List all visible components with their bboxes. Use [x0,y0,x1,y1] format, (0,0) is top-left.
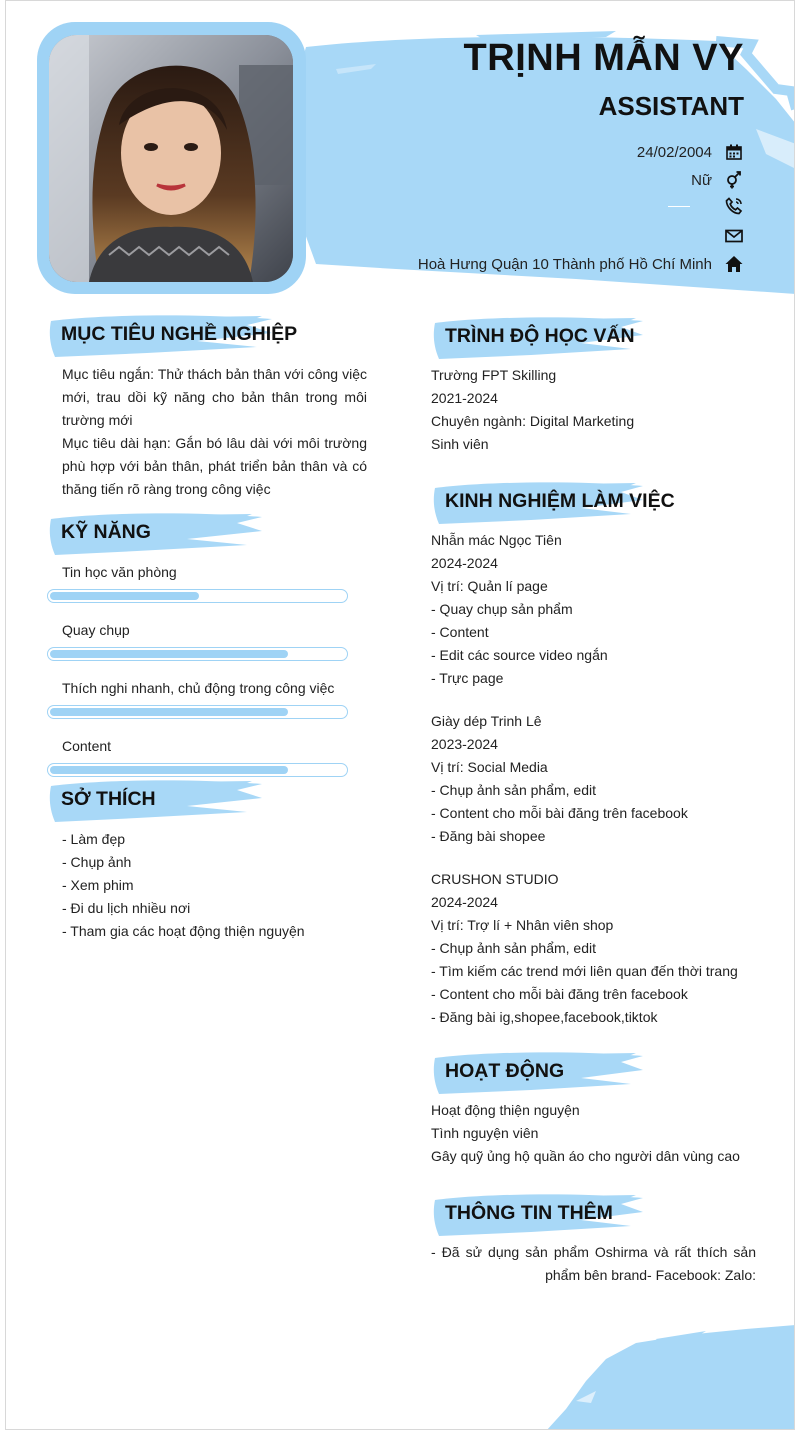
career-objective-section [47,313,367,501]
profile-photo [49,35,293,282]
section-header [431,1192,756,1238]
job-line: - Đăng bài ig,shopee,facebook,tiktok [431,1009,658,1025]
birthdate-value: 24/02/2004 [636,143,712,161]
job-line: Giày dép Trinh Lê [431,713,542,729]
skill-level-fill [50,592,199,600]
job-line: Vị trí: Quản lí page [431,578,548,594]
skill-level-bar [47,705,348,719]
objective-title: MỤC TIÊU NGHỀ NGHIỆP [61,323,298,345]
objective-body [47,363,367,501]
objective-short: Mục tiêu ngắn: Thử thách bản thân với công việc mới, trau dồi kỹ năng cho bản thân trong môi trường mới [62,366,367,428]
calendar-icon [724,142,744,162]
skill-name: Quay chụp [62,622,130,638]
job-line: - Trực page [431,670,504,686]
job-line: - Chụp ảnh sản phẩm, edit [431,940,596,956]
skill-level-fill [50,766,288,774]
address-row [418,253,744,275]
job-line: - Content cho mỗi bài đăng trên facebook [431,986,688,1002]
phone-icon [724,196,744,216]
phone-value [668,206,690,207]
extra-title: THÔNG TIN THÊM [445,1202,613,1224]
activities-title: HOẠT ĐỘNG [445,1060,565,1082]
education-body [431,364,756,456]
job-line: - Content cho mỗi bài đăng trên facebook [431,805,688,821]
activities-body [431,1099,756,1168]
email-row [712,225,744,247]
phone-row [668,195,744,217]
job-line: Vị trí: Trợ lí + Nhân viên shop [431,917,614,933]
hobby-item: - Tham gia các hoạt động thiện nguyện [62,923,305,939]
gender-icon [724,170,744,190]
job-line: 2024-2024 [431,894,498,910]
job-line: - Content [431,624,489,640]
education-line: Trường FPT Skilling [431,367,557,383]
footer-brush-decoration [546,1321,795,1430]
skill-level-bar [47,647,348,661]
skills-section [47,511,367,792]
section-header [47,313,367,359]
job-line: 2024-2024 [431,555,498,571]
gender-value: Nữ [691,171,712,189]
skill-level-fill [50,708,288,716]
job-entry [431,529,756,690]
address-value: Hoà Hưng Quận 10 Thành phố Hồ Chí Minh [417,255,712,273]
job-entry [431,710,756,848]
candidate-name: TRỊNH MẪN VY [463,37,744,79]
extra-body: - Đã sử dụng sản phẩm Oshirma và rất thích sản phẩm bên brand- Facebook: Zalo: [431,1244,756,1283]
skills-list [47,560,367,777]
hobbies-list [47,828,367,943]
activity-line: Tình nguyện viên [431,1125,539,1141]
mail-icon [724,226,744,246]
activity-line: Hoạt động thiện nguyện [431,1102,580,1118]
birthdate-row [637,141,744,163]
skill-level-bar [47,763,348,777]
skill-level-fill [50,650,288,658]
job-line: Nhẫn mác Ngọc Tiên [431,532,562,548]
skill-name: Thích nghi nhanh, chủ động trong công việc [62,680,335,696]
job-entry [431,868,756,1029]
education-title: TRÌNH ĐỘ HỌC VẤN [445,325,635,347]
job-line: Vị trí: Social Media [431,759,548,775]
section-header [431,1050,756,1096]
job-line: - Edit các source video ngắn [431,647,608,663]
activities-section [431,1050,756,1168]
hobby-item: - Xem phim [62,877,134,893]
job-line: CRUSHON STUDIO [431,871,559,887]
home-icon [724,254,744,274]
job-line: - Chụp ảnh sản phẩm, edit [431,782,596,798]
experience-title: KINH NGHIỆM LÀM VIỆC [445,490,675,512]
skills-title: KỸ NĂNG [61,521,151,543]
hobbies-title: SỞ THÍCH [61,788,156,810]
experience-body [431,529,756,1029]
activity-line: Gây quỹ ủng hộ quần áo cho người dân vùng cao [431,1148,740,1164]
education-line: Sinh viên [431,436,489,452]
education-line: 2021-2024 [431,390,498,406]
job-line: - Tìm kiếm các trend mới liên quan đến thời trang [431,963,738,979]
hobby-item: - Chụp ảnh [62,854,132,870]
hobby-item: - Làm đẹp [62,831,126,847]
section-header [47,511,367,557]
section-header [431,480,756,526]
job-line: 2023-2024 [431,736,498,752]
cv-page [5,0,795,1430]
skill-name: Tin học văn phòng [62,564,177,580]
skill-name: Content [62,738,112,754]
experience-section [431,480,756,1049]
education-section [431,315,756,456]
job-line: - Quay chụp sản phẩm [431,601,573,617]
candidate-title: ASSISTANT [598,91,744,121]
hobby-item: - Đi du lịch nhiều nơi [62,900,191,916]
skill-level-bar [47,589,348,603]
extra-info-section [431,1192,756,1287]
education-line: Chuyên ngành: Digital Marketing [431,413,635,429]
objective-long: Mục tiêu dài hạn: Gắn bó lâu dài với môi trường phù hợp với bản thân, phát triển bản thân và có thăng tiến rõ ràng trong công việc [62,435,367,497]
section-header [431,315,756,361]
job-line: - Đăng bài shopee [431,828,546,844]
section-header [47,778,367,824]
hobbies-section [47,778,367,943]
gender-row [691,169,744,191]
